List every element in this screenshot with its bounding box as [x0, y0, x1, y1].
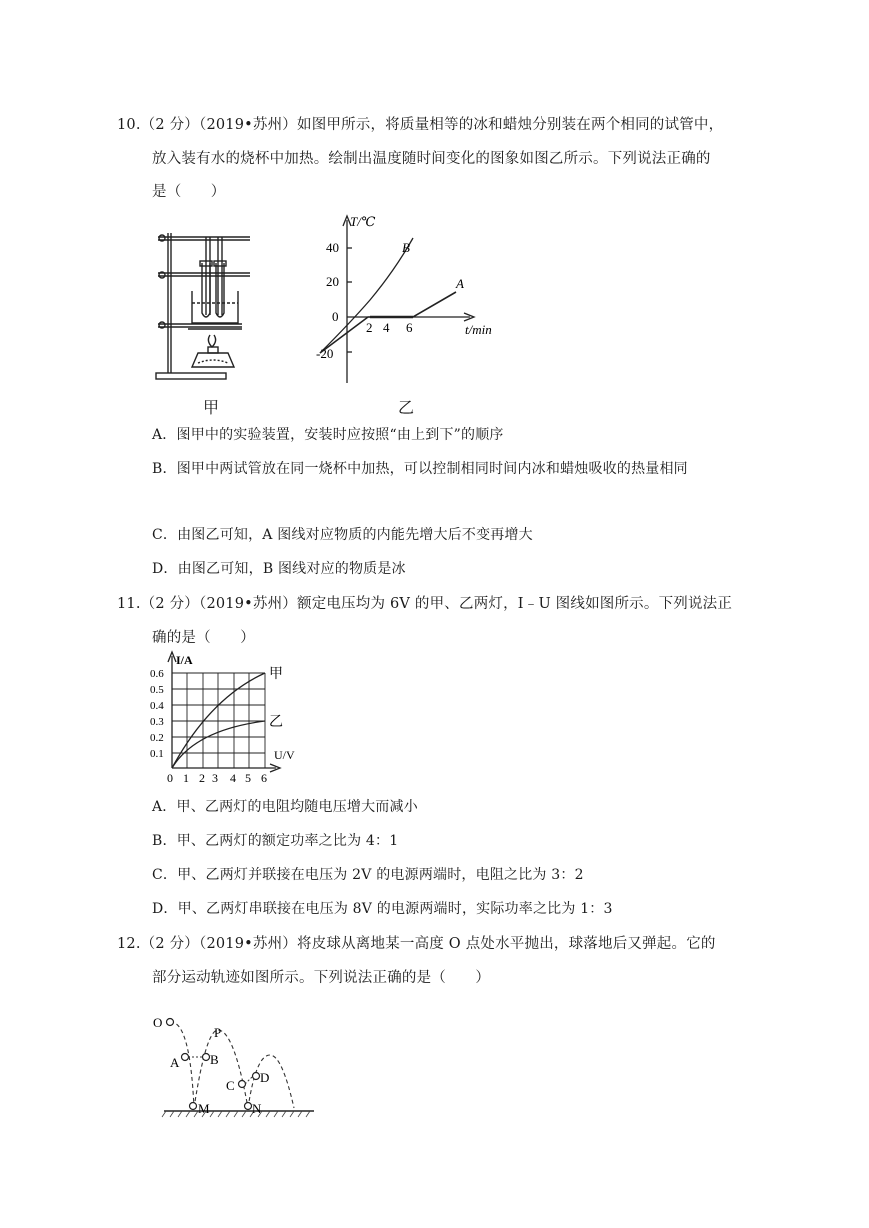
- iu-ytick-06: 0.6: [150, 668, 164, 680]
- ball-n: [245, 1103, 252, 1110]
- q11-option-c: C．甲、乙两灯并联接在电压为 2V 的电源两端时，电阻之比为 3：2: [152, 867, 584, 883]
- apparatus-figure: [150, 225, 260, 395]
- t-x-label: t/min: [465, 322, 492, 337]
- q10-line-1: 10.（2 分）（2019•苏州）如图甲所示，将质量相等的冰和蜡烛分别装在两个相同的试管中，: [117, 117, 724, 133]
- point-d-label: D: [260, 1070, 270, 1085]
- q11-option-d: D．甲、乙两灯串联接在电压为 8V 的电源两端时，实际功率之比为 1：3: [152, 901, 613, 917]
- t-ytick-0: 0: [332, 309, 339, 324]
- iu-x-label: U/V: [274, 748, 295, 762]
- q10-option-c: C．由图乙可知，A 图线对应物质的内能先增大后不变再增大: [152, 527, 533, 543]
- iu-ytick-01: 0.1: [150, 748, 164, 760]
- iu-xtick-1: 1: [183, 771, 189, 785]
- temperature-time-chart: [310, 208, 510, 393]
- t-xtick-2: 2: [366, 320, 373, 335]
- ball-a: [182, 1054, 189, 1061]
- figure-yi-label: 乙: [398, 398, 415, 417]
- ball-o: [167, 1019, 174, 1026]
- iu-ytick-05: 0.5: [150, 684, 164, 696]
- figure-jia-label: 甲: [203, 398, 220, 417]
- t-ytick-20: 20: [326, 274, 339, 289]
- curve-a-label: A: [456, 276, 464, 291]
- q10-line-2: 放入装有水的烧杯中加热。绘制出温度随时间变化的图象如图乙所示。下列说法正确的: [152, 151, 711, 167]
- curve-b: [320, 238, 413, 353]
- q10-line-3: 是（ ）: [152, 184, 226, 200]
- trajectory-path: [170, 1022, 294, 1108]
- point-m-label: M: [198, 1101, 210, 1116]
- iu-y-label: I/A: [176, 653, 193, 667]
- iu-chart: [150, 648, 300, 788]
- ball-m: [190, 1103, 197, 1110]
- point-b-label: B: [210, 1052, 219, 1067]
- ball-b: [203, 1054, 210, 1061]
- iu-xtick-3: 3: [212, 771, 218, 785]
- iu-ytick-04: 0.4: [150, 700, 164, 712]
- q11-line-2: 确的是（ ）: [152, 630, 255, 646]
- iu-xtick-4: 4: [230, 771, 236, 785]
- q10-option-a: A．图甲中的实验装置，安装时应按照“由上到下”的顺序: [152, 427, 504, 443]
- t-xtick-4: 4: [383, 320, 390, 335]
- point-p-label: P: [214, 1025, 222, 1040]
- point-a-label: A: [170, 1055, 180, 1070]
- q10-option-d: D．由图乙可知，B 图线对应的物质是冰: [152, 561, 406, 577]
- t-xtick-6: 6: [406, 320, 413, 335]
- q11-option-b: B．甲、乙两灯的额定功率之比为 4：1: [152, 833, 399, 849]
- iu-xtick-0: 0: [167, 771, 173, 785]
- trajectory-figure: [148, 1000, 333, 1125]
- curve-yi-label: 乙: [269, 715, 283, 730]
- q11-line-1: 11.（2 分）（2019•苏州）额定电压均为 6V 的甲、乙两灯，I﹣U 图线如图所示。下列说法正: [117, 596, 733, 612]
- curve-b-label: B: [402, 240, 410, 255]
- q10-option-b: B．图甲中两试管放在同一烧杯中加热，可以控制相同时间内冰和蜡烛吸收的热量相同: [152, 461, 688, 477]
- iu-xtick-5: 5: [245, 771, 251, 785]
- iu-ytick-03: 0.3: [150, 716, 164, 728]
- q12-line-2: 部分运动轨迹如图所示。下列说法正确的是（ ）: [152, 970, 491, 986]
- iu-xtick-2: 2: [199, 771, 205, 785]
- t-ytick-40: 40: [326, 240, 339, 255]
- point-c-label: C: [226, 1078, 235, 1093]
- t-y-label: T/℃: [350, 214, 376, 229]
- t-ytick-neg20: -20: [316, 346, 334, 361]
- q12-line-1: 12.（2 分）（2019•苏州）将皮球从离地某一高度 O 点处水平抛出，球落地后又弹起。它的: [117, 936, 716, 952]
- q11-option-a: A．甲、乙两灯的电阻均随电压增大而减小: [152, 799, 418, 815]
- iu-xtick-6: 6: [261, 771, 267, 785]
- point-n-label: N: [252, 1101, 262, 1116]
- iu-ytick-02: 0.2: [150, 732, 164, 744]
- ball-d: [253, 1073, 260, 1080]
- curve-jia: [172, 673, 265, 768]
- curve-jia-label: 甲: [269, 667, 283, 682]
- point-o-label: O: [153, 1015, 163, 1030]
- ball-c: [239, 1081, 246, 1088]
